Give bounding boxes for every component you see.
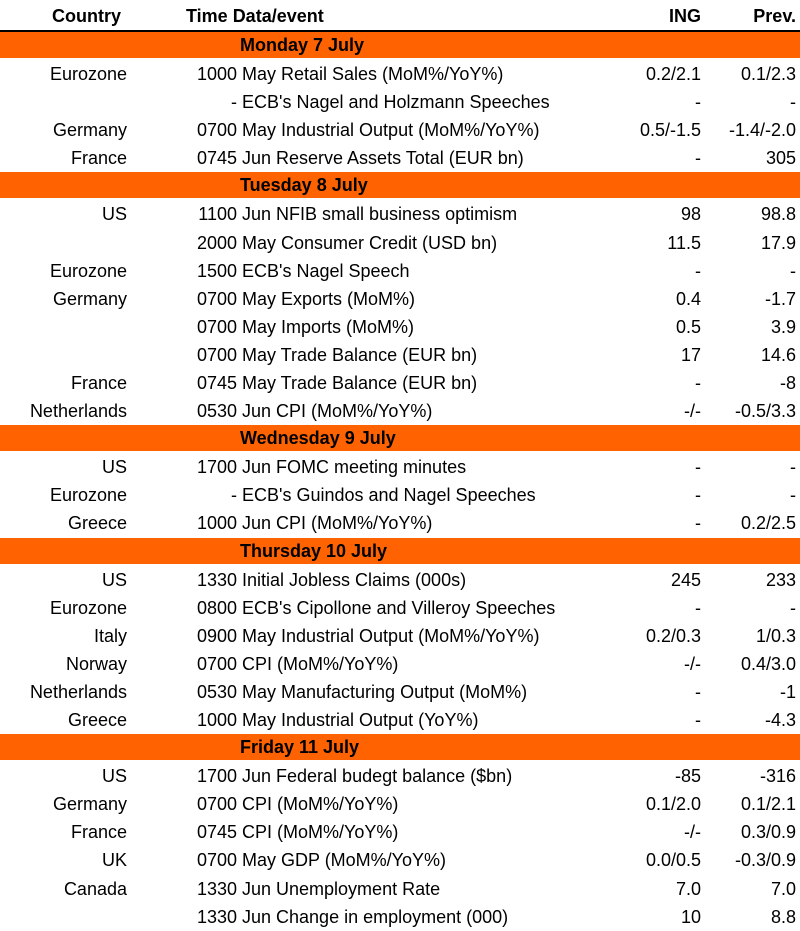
cell-country: France (70, 148, 127, 169)
header-time-event: Time Data/event (186, 6, 324, 26)
cell-previous: -8 (779, 373, 796, 393)
cell-event: May Industrial Output (YoY%) (242, 710, 479, 730)
cell-time: 1000 (196, 710, 237, 730)
cell-time: 0700 (196, 794, 237, 815)
cell-previous: 0.1/2.1 (740, 794, 796, 815)
cell-country: Italy (93, 625, 127, 646)
table-row (0, 369, 800, 397)
table-row (0, 790, 800, 818)
cell-ing-forecast: - (695, 260, 701, 281)
cell-previous: -1 (779, 681, 796, 702)
cell-previous: -0.3/0.9 (734, 850, 796, 871)
cell-event: May Industrial Output (MoM%/YoY%) (242, 120, 540, 141)
cell-country: Greece (67, 513, 127, 534)
cell-previous: - (790, 457, 796, 478)
cell-event: May Trade Balance (EUR bn) (242, 373, 478, 393)
cell-previous: -1.4/-2.0 (728, 120, 796, 141)
cell-previous: 233 (765, 569, 796, 590)
cell-country: US (101, 457, 127, 478)
cell-time: 0700 (196, 316, 237, 337)
cell-country: UK (101, 850, 127, 871)
day-header (0, 172, 800, 199)
table-row (0, 762, 800, 790)
cell-ing-forecast: - (695, 597, 701, 618)
cell-event: May Consumer Credit (USD bn) (242, 232, 498, 253)
cell-country: Germany (52, 794, 127, 815)
cell-ing-forecast: - (695, 681, 701, 702)
table-row (0, 650, 800, 678)
cell-country: Eurozone (49, 64, 127, 84)
cell-country: US (101, 766, 127, 787)
cell-previous: 17.9 (760, 232, 796, 253)
table-row (0, 341, 800, 369)
cell-country: Greece (67, 710, 127, 730)
cell-time: 1000 (196, 64, 237, 84)
cell-time: 1500 (196, 260, 237, 281)
day-header (0, 32, 800, 59)
day-header (0, 538, 800, 565)
cell-previous: -4.3 (764, 710, 796, 730)
table-row (0, 88, 800, 116)
table-row (0, 229, 800, 257)
cell-time: 1330 (196, 569, 237, 590)
cell-previous: 14.6 (760, 344, 796, 365)
table-row (0, 875, 800, 903)
cell-time: 2000 (196, 232, 237, 253)
cell-event: Jun CPI (MoM%/YoY%) (242, 401, 433, 422)
cell-event: Jun CPI (MoM%/YoY%) (242, 513, 433, 534)
cell-time: - (231, 485, 237, 506)
cell-time: - (231, 92, 237, 113)
cell-time: 0700 (196, 344, 237, 365)
cell-previous: - (790, 260, 796, 281)
day-label: Thursday 10 July (240, 540, 388, 561)
cell-previous: 1/0.3 (755, 625, 796, 646)
cell-ing-forecast: 0.2/0.3 (645, 625, 701, 646)
cell-event: May Manufacturing Output (MoM%) (242, 681, 528, 702)
header-ing: ING (668, 6, 701, 26)
cell-time: 1330 (196, 906, 237, 927)
cell-country: Germany (52, 120, 127, 141)
cell-country: Netherlands (29, 401, 127, 422)
table-row (0, 594, 800, 622)
table-row (0, 397, 800, 425)
cell-time: 0800 (196, 597, 237, 618)
table-row (0, 903, 800, 931)
table-row (0, 257, 800, 285)
cell-previous: - (790, 597, 796, 618)
cell-previous: 7.0 (770, 878, 796, 899)
cell-ing-forecast: 7.0 (675, 878, 701, 899)
header-prev: Prev. (753, 6, 796, 26)
table-row (0, 846, 800, 874)
cell-ing-forecast: 245 (670, 569, 701, 590)
cell-country: France (70, 822, 127, 843)
table-row (0, 116, 800, 144)
cell-previous: 8.8 (770, 906, 796, 927)
cell-ing-forecast: 98 (680, 204, 701, 225)
cell-previous: -316 (759, 766, 796, 787)
table-row (0, 566, 800, 594)
cell-country: Germany (52, 288, 127, 309)
table-row (0, 453, 800, 481)
cell-ing-forecast: 0.5 (675, 316, 701, 337)
day-header (0, 734, 800, 761)
cell-event: ECB's Guindos and Nagel Speeches (242, 485, 536, 506)
cell-previous: - (790, 92, 796, 113)
table-row (0, 818, 800, 846)
cell-time: 0900 (196, 625, 237, 646)
table-row (0, 60, 800, 88)
cell-ing-forecast: - (695, 710, 701, 730)
cell-event: Jun NFIB small business optimism (242, 204, 518, 225)
cell-country: Norway (65, 653, 127, 674)
cell-event: ECB's Nagel and Holzmann Speeches (242, 92, 550, 113)
cell-event: CPI (MoM%/YoY%) (242, 794, 399, 815)
cell-event: Jun Unemployment Rate (242, 878, 441, 899)
cell-ing-forecast: 0.0/0.5 (645, 850, 701, 871)
header-country: Country (52, 6, 121, 26)
cell-country: France (70, 373, 127, 393)
cell-event: Jun FOMC meeting minutes (242, 457, 467, 478)
cell-previous: 3.9 (770, 316, 796, 337)
table-row (0, 481, 800, 509)
cell-event: ECB's Nagel Speech (242, 260, 410, 281)
cell-ing-forecast: - (695, 485, 701, 506)
cell-ing-forecast: 17 (680, 344, 701, 365)
cell-country: Netherlands (29, 681, 127, 702)
cell-time: 0700 (196, 653, 237, 674)
cell-previous: 0.2/2.5 (740, 513, 796, 534)
cell-event: May Exports (MoM%) (242, 288, 416, 309)
cell-ing-forecast: - (695, 148, 701, 169)
table-row (0, 678, 800, 706)
cell-event: May Industrial Output (MoM%/YoY%) (242, 625, 540, 646)
table-row (0, 285, 800, 313)
cell-event: May Imports (MoM%) (242, 316, 415, 337)
day-label: Monday 7 July (240, 35, 365, 55)
cell-event: CPI (MoM%/YoY%) (242, 653, 399, 674)
cell-country: Eurozone (49, 260, 127, 281)
cell-time: 0700 (196, 288, 237, 309)
cell-ing-forecast: - (695, 92, 701, 113)
cell-time: 0700 (196, 120, 237, 141)
cell-time: 1100 (198, 204, 237, 225)
cell-ing-forecast: -/- (684, 653, 701, 674)
cell-previous: 305 (765, 148, 796, 169)
cell-time: 1700 (196, 457, 237, 478)
cell-previous: 0.3/0.9 (740, 822, 796, 843)
cell-event: Jun Reserve Assets Total (EUR bn) (242, 148, 524, 169)
cell-time: 1000 (196, 513, 237, 534)
cell-event: CPI (MoM%/YoY%) (242, 822, 399, 843)
table-row (0, 706, 800, 734)
cell-ing-forecast: 0.1/2.0 (645, 794, 701, 815)
cell-previous: -0.5/3.3 (734, 401, 796, 422)
cell-event: May Trade Balance (EUR bn) (242, 344, 478, 365)
cell-country: Eurozone (49, 485, 127, 506)
cell-ing-forecast: 11.5 (667, 232, 701, 253)
table-row (0, 313, 800, 341)
cell-time: 0530 (196, 681, 237, 702)
table-row (0, 622, 800, 650)
table-row (0, 509, 800, 537)
cell-time: 0700 (196, 850, 237, 871)
cell-ing-forecast: 10 (680, 906, 701, 927)
cell-time: 0745 (196, 373, 237, 393)
cell-country: US (101, 569, 127, 590)
cell-event: Jun Change in employment (000) (242, 906, 509, 927)
cell-event: Initial Jobless Claims (000s) (242, 569, 467, 590)
cell-time: 1330 (196, 878, 237, 899)
day-label: Friday 11 July (240, 737, 360, 758)
table-row (0, 200, 800, 228)
cell-ing-forecast: -85 (674, 766, 701, 787)
day-header (0, 425, 800, 452)
day-label: Tuesday 8 July (240, 175, 368, 196)
cell-previous: - (790, 485, 796, 506)
cell-event: May GDP (MoM%/YoY%) (242, 850, 447, 871)
cell-ing-forecast: - (695, 457, 701, 478)
cell-ing-forecast: -/- (684, 822, 701, 843)
cell-ing-forecast: - (695, 513, 701, 534)
cell-time: 0745 (196, 148, 237, 169)
cell-time: 1700 (196, 766, 237, 787)
cell-previous: 98.8 (760, 204, 796, 225)
cell-event: Jun Federal budegt balance ($bn) (242, 766, 513, 787)
cell-event: May Retail Sales (MoM%/YoY%) (242, 64, 504, 84)
table-header (0, 0, 800, 32)
cell-event: ECB's Cipollone and Villeroy Speeches (242, 597, 556, 618)
cell-time: 0745 (196, 822, 237, 843)
cell-ing-forecast: 0.2/2.1 (645, 64, 701, 84)
cell-previous: 0.1/2.3 (740, 64, 796, 84)
cell-country: US (101, 204, 127, 225)
cell-ing-forecast: - (695, 373, 701, 393)
day-label: Wednesday 9 July (240, 428, 396, 449)
cell-ing-forecast: 0.4 (675, 288, 701, 309)
cell-ing-forecast: 0.5/-1.5 (639, 120, 701, 141)
cell-country: Canada (63, 878, 127, 899)
cell-country: Eurozone (49, 597, 127, 618)
cell-previous: -1.7 (764, 288, 796, 309)
cell-time: 0530 (196, 401, 237, 422)
cell-previous: 0.4/3.0 (740, 653, 796, 674)
cell-ing-forecast: -/- (684, 401, 701, 422)
table-row (0, 144, 800, 172)
